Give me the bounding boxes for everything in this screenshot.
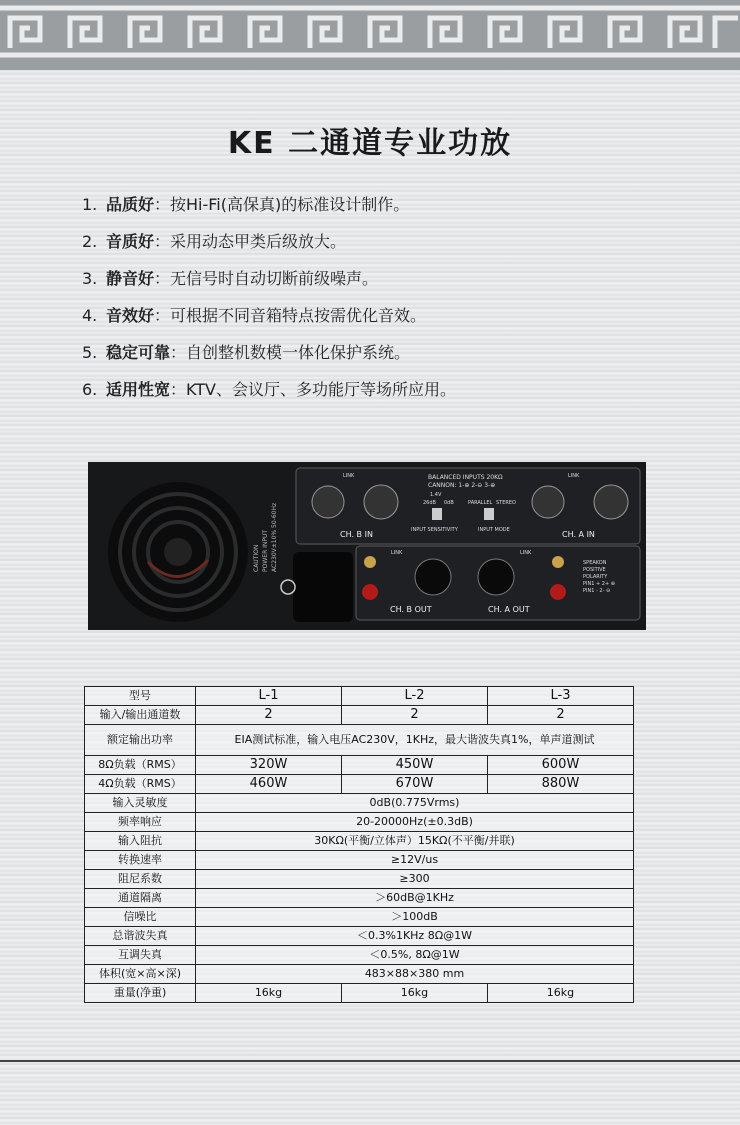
spec-value: ＜0.3%1KHz 8Ω@1W — [196, 927, 634, 946]
feature-number: 5. — [82, 343, 98, 362]
table-row — [85, 813, 634, 832]
link-label: LINK — [520, 550, 532, 556]
caution-text: CAUTION — [253, 544, 260, 572]
spec-value: 2 — [487, 706, 633, 725]
feature-number: 3. — [82, 269, 98, 288]
table-row — [85, 706, 634, 725]
sensitivity-0db-text: 0dB — [444, 500, 454, 506]
ch-a-out-text: CH. A OUT — [488, 605, 530, 614]
sensitivity-26db-text: 26dB — [423, 500, 436, 506]
balanced-inputs-text: BALANCED INPUTS 20KΩ — [428, 474, 503, 481]
decorative-header-band — [0, 0, 740, 70]
spec-label: 体积(宽×高×深) — [85, 965, 196, 984]
spec-value: 16kg — [341, 984, 487, 1003]
spec-value: 320W — [196, 756, 342, 775]
table-row — [85, 889, 634, 908]
feature-number: 1. — [82, 195, 98, 214]
spec-table — [84, 686, 634, 1003]
spec-value: 30KΩ(平衡/立体声）15KΩ(不平衡/并联) — [196, 832, 634, 851]
feature-item — [82, 192, 682, 229]
spec-label: 输入/输出通道数 — [85, 706, 196, 725]
spec-label: 互调失真 — [85, 946, 196, 965]
power-socket — [293, 552, 353, 622]
table-row — [85, 794, 634, 813]
table-row — [85, 946, 634, 965]
feature-keyword: 稳定可靠 — [106, 343, 171, 362]
feature-keyword: 品质好 — [106, 195, 155, 214]
spec-value: 450W — [341, 756, 487, 775]
spec-value: ＞100dB — [196, 908, 634, 927]
feature-text: ：可根据不同音箱特点按需优化音效。 — [154, 306, 427, 325]
ch-b-in-text: CH. B IN — [340, 530, 373, 539]
table-row — [85, 851, 634, 870]
spec-label: 输入阻抗 — [85, 832, 196, 851]
feature-keyword: 音质好 — [106, 232, 155, 251]
amplifier-rear-panel-photo — [88, 462, 646, 630]
spec-value: 460W — [196, 775, 342, 794]
ch-b-out-text: CH. B OUT — [390, 605, 432, 614]
spec-label: 信噪比 — [85, 908, 196, 927]
page-title: KE 二通道专业功放 — [227, 126, 513, 161]
cannon-text: CANNON: 1-⊕ 2-⊖ 3-⊕ — [428, 482, 496, 489]
spec-label: 阻尼系数 — [85, 870, 196, 889]
parallel-text: PARALLEL — [468, 500, 493, 506]
spec-value: ≥300 — [196, 870, 634, 889]
spec-value: ＞60dB@1KHz — [196, 889, 634, 908]
feature-text: ：采用动态甲类后级放大。 — [154, 232, 347, 251]
feature-keyword: 静音好 — [106, 269, 155, 288]
table-row — [85, 870, 634, 889]
feature-item — [82, 303, 682, 340]
table-row — [85, 687, 634, 706]
speakon-info-text: PIN1 + 2+ ⊕ — [583, 581, 615, 587]
spec-value: 20-20000Hz(±0.3dB) — [196, 813, 634, 832]
link-label: LINK — [568, 473, 580, 479]
spec-value: 670W — [341, 775, 487, 794]
sensitivity-14v-text: 1.4V — [430, 492, 442, 498]
spec-label: 4Ω负载（RMS） — [85, 775, 196, 794]
xlr-connector-a-link — [532, 486, 564, 518]
spec-value: EIA测试标准，输入电压AC230V，1KHz，最大谐波失真1%，单声道测试 — [196, 725, 634, 756]
stereo-text: STEREO — [496, 500, 516, 506]
spec-value: 483×88×380 mm — [196, 965, 634, 984]
feature-keyword: 适用性宽 — [106, 380, 171, 399]
binding-post-a-red — [550, 584, 566, 600]
feature-item — [82, 340, 682, 377]
input-mode-switch[interactable] — [484, 508, 494, 520]
speakon-info-text: POSITIVE — [583, 567, 606, 573]
feature-item — [82, 266, 682, 303]
table-row — [85, 775, 634, 794]
table-row — [85, 927, 634, 946]
table-row — [85, 965, 634, 984]
spec-label: 重量(净重) — [85, 984, 196, 1003]
spec-label: 总谐波失真 — [85, 927, 196, 946]
feature-text: ：无信号时自动切断前级噪声。 — [154, 269, 379, 288]
input-sensitivity-text: INPUT SENSITIVITY — [411, 527, 458, 533]
spec-value: 880W — [487, 775, 633, 794]
feature-text: ：按Hi-Fi(高保真)的标准设计制作。 — [154, 195, 410, 214]
bottom-divider — [0, 1060, 740, 1062]
table-row — [85, 756, 634, 775]
model-name: L-2 — [341, 687, 487, 706]
spec-value: 0dB(0.775Vrms) — [196, 794, 634, 813]
feature-list — [82, 192, 682, 414]
spec-label: 额定输出功率 — [85, 725, 196, 756]
link-label: LINK — [343, 473, 355, 479]
xlr-connector-b-link — [312, 486, 344, 518]
cooling-fan — [108, 482, 248, 622]
spec-value: ≥12V/us — [196, 851, 634, 870]
feature-item — [82, 229, 682, 266]
table-row — [85, 984, 634, 1003]
fret-pattern-ornament — [0, 0, 740, 70]
spec-value: 16kg — [196, 984, 342, 1003]
power-input-text: POWER INPUT — [262, 529, 269, 572]
binding-post-b-black — [364, 556, 376, 568]
model-name: L-3 — [487, 687, 633, 706]
feature-number: 2. — [82, 232, 98, 251]
power-spec-text: AC230V±10% 50-60Hz — [271, 502, 278, 572]
feature-number: 6. — [82, 380, 98, 399]
spec-value: 600W — [487, 756, 633, 775]
link-label: LINK — [391, 550, 403, 556]
xlr-connector-b-in — [364, 485, 398, 519]
table-row — [85, 832, 634, 851]
table-row — [85, 725, 634, 756]
feature-keyword: 音效好 — [106, 306, 155, 325]
feature-number: 4. — [82, 306, 98, 325]
spec-value: 16kg — [487, 984, 633, 1003]
speakon-info-text: SPEAKON — [583, 560, 607, 566]
xlr-connector-a-in — [594, 485, 628, 519]
speakon-info-text: PIN1 - 2- ⊖ — [583, 588, 611, 594]
input-mode-text: INPUT MODE — [478, 527, 510, 533]
feature-text: ：自创整机数模一体化保护系统。 — [170, 343, 411, 362]
binding-post-a-black — [552, 556, 564, 568]
sensitivity-switch[interactable] — [432, 508, 442, 520]
spec-value: 2 — [196, 706, 342, 725]
feature-item — [82, 377, 682, 414]
spec-label: 输入灵敏度 — [85, 794, 196, 813]
table-row — [85, 908, 634, 927]
rear-panel-illustration — [88, 462, 646, 630]
spec-label: 8Ω负载（RMS） — [85, 756, 196, 775]
speakon-info-text: POLARITY — [583, 574, 608, 580]
ch-a-in-text: CH. A IN — [562, 530, 595, 539]
spec-value: 2 — [341, 706, 487, 725]
model-name: L-1 — [196, 687, 342, 706]
spec-label: 型号 — [85, 687, 196, 706]
feature-text: ：KTV、会议厅、多功能厅等场所应用。 — [170, 380, 456, 399]
spec-value: ＜0.5%, 8Ω@1W — [196, 946, 634, 965]
spec-label: 通道隔离 — [85, 889, 196, 908]
binding-post-b-red — [362, 584, 378, 600]
spec-label: 频率响应 — [85, 813, 196, 832]
spec-label: 转换速率 — [85, 851, 196, 870]
speakon-a-out — [478, 559, 514, 595]
speakon-b-out — [415, 559, 451, 595]
